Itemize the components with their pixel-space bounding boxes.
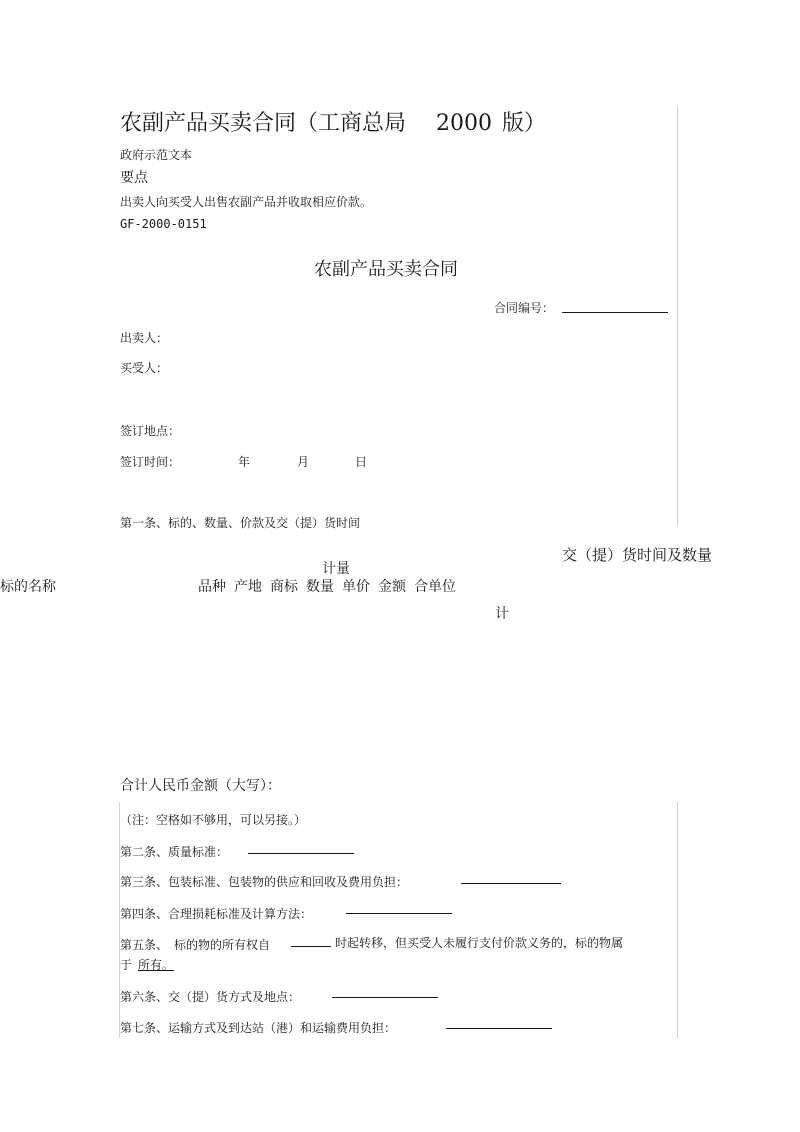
sign-day-label: 日 bbox=[355, 455, 368, 469]
document-title bbox=[120, 106, 546, 137]
article6-field[interactable] bbox=[332, 997, 438, 998]
column-unit: 合单位 bbox=[414, 579, 456, 595]
article1-heading: 第一条、标的、数量、价款及交（提）货时间 bbox=[120, 516, 361, 530]
table-column-headers bbox=[198, 576, 456, 596]
column-variety: 品种 bbox=[198, 579, 226, 595]
document-title-year: 2000 bbox=[436, 111, 493, 136]
article4-label: 第四条、合理损耗标准及计算方法： bbox=[120, 907, 313, 921]
seller-label: 出卖人： bbox=[120, 331, 169, 345]
article5-time-field[interactable] bbox=[291, 946, 331, 947]
article4-field[interactable] bbox=[346, 913, 452, 914]
buyer-label: 买受人： bbox=[120, 361, 169, 375]
article7-label: 第七条、运输方式及到达站（港）和运输费用负担： bbox=[120, 1021, 397, 1035]
article5-transfer-text: 时起转移，但买受人未履行支付价款义务的，标的物属 bbox=[335, 936, 624, 950]
key-points-text: 出卖人向买受人出售农副产品并收取相应价款。 bbox=[120, 195, 373, 209]
column-amount: 金额 bbox=[378, 579, 406, 595]
article5-belong-to: 于 bbox=[120, 958, 133, 972]
article2-label: 第二条、质量标准： bbox=[120, 845, 229, 859]
article5-line1 bbox=[120, 936, 270, 953]
sign-year-label: 年 bbox=[238, 455, 251, 469]
article7-field[interactable] bbox=[446, 1028, 552, 1029]
column-quantity: 数量 bbox=[306, 579, 334, 595]
column-origin: 产地 bbox=[234, 579, 262, 595]
article5-prefix: 第五条、 bbox=[120, 938, 169, 952]
sign-place-label: 签订地点： bbox=[120, 424, 181, 438]
contract-title: 农副产品买卖合同 bbox=[314, 259, 458, 280]
subject-name-header: 标的名称 bbox=[0, 579, 56, 595]
article5-line2 bbox=[120, 956, 174, 973]
contract-number-field[interactable] bbox=[562, 312, 668, 313]
column-brand: 商标 bbox=[270, 579, 298, 595]
unit-header-top: 计量 bbox=[322, 561, 350, 577]
key-points-heading: 要点 bbox=[120, 170, 148, 186]
unit-header-bottom: 计 bbox=[495, 606, 509, 622]
right-margin-rule-bottom bbox=[677, 802, 678, 1038]
sign-time-label: 签订时间： bbox=[120, 455, 181, 469]
contract-number-label: 合同编号： bbox=[494, 301, 555, 315]
sign-month-label: 月 bbox=[297, 455, 310, 469]
right-margin-rule-top bbox=[677, 105, 678, 527]
total-amount-label: 合计人民币金额（大写）： bbox=[120, 778, 281, 794]
article6-label: 第六条、交（提）货方式及地点： bbox=[120, 990, 301, 1004]
document-title-main: 农副产品买卖合同（工商总局 bbox=[120, 111, 407, 136]
column-unit-price: 单价 bbox=[342, 579, 370, 595]
document-title-suffix: 版） bbox=[502, 111, 547, 136]
article5-owned-text: 所有。 bbox=[138, 958, 175, 972]
document-code: GF-2000-0151 bbox=[120, 217, 207, 231]
article3-label: 第三条、包装标准、包装物的供应和回收及费用负担： bbox=[120, 875, 409, 889]
article5-ownership-text: 标的物的所有权自 bbox=[174, 938, 271, 952]
note-text: （注：空格如不够用，可以另接。） bbox=[120, 813, 307, 827]
article2-field[interactable] bbox=[248, 853, 354, 854]
delivery-time-header: 交（提）货时间及数量 bbox=[562, 546, 713, 564]
article3-field[interactable] bbox=[461, 883, 561, 884]
gov-template-label: 政府示范文本 bbox=[120, 148, 193, 162]
